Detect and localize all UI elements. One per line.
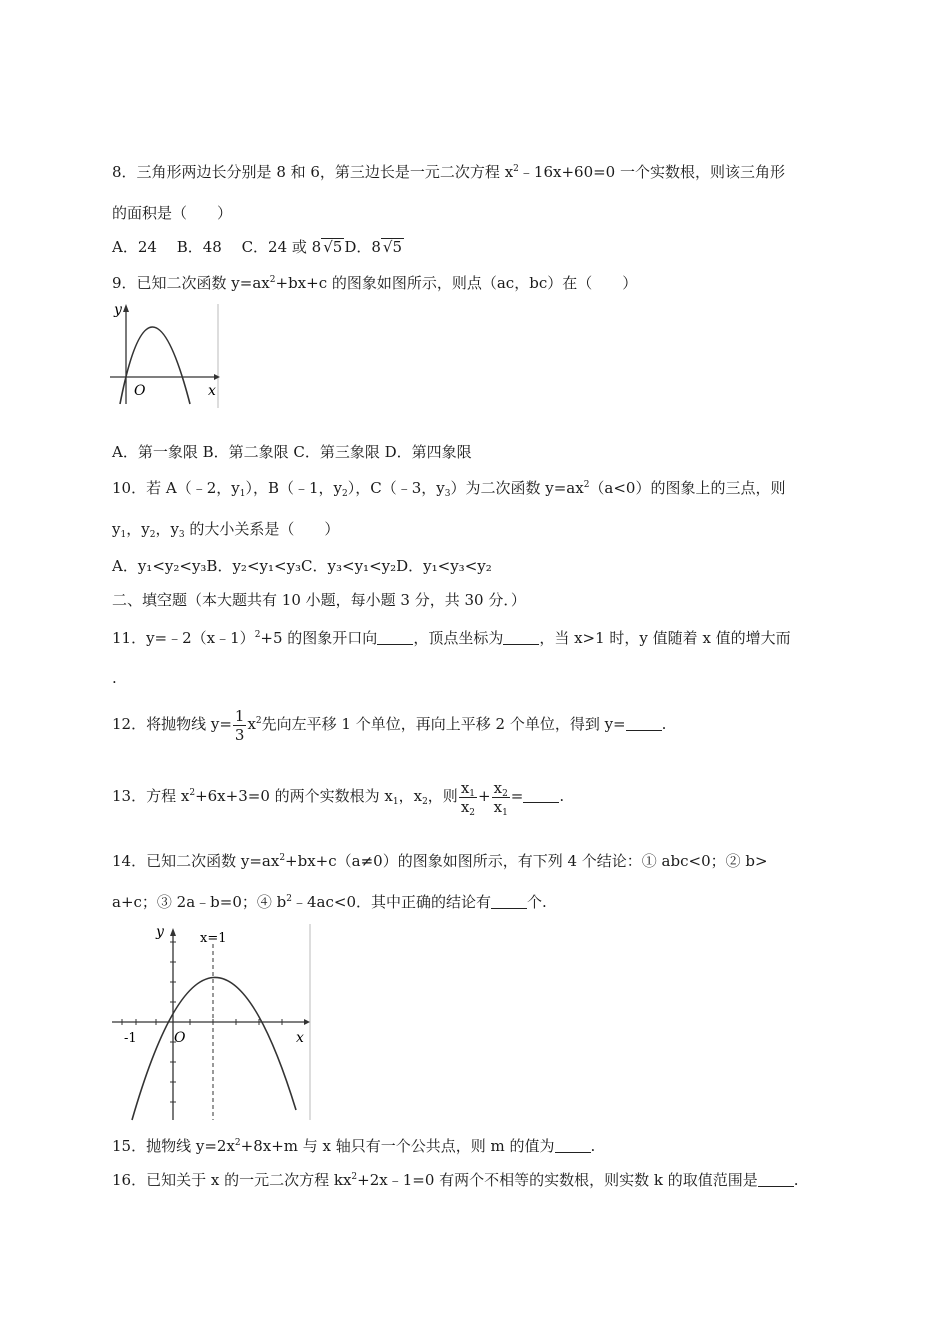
q10-l2-c: ，y <box>155 520 179 538</box>
q9-curve <box>120 327 190 404</box>
q9-options-text: A．第一象限 B．第二象限 C．第三象限 D．第四象限 <box>112 443 472 461</box>
q13-f1-num-sub: 1 <box>469 788 476 799</box>
q10-text-a: 10．若 A（﹣2，y <box>112 479 240 497</box>
q15-text-a: 15．抛物线 y=2x <box>112 1137 235 1155</box>
q14-curve <box>132 977 296 1120</box>
q14-sup: 2 <box>279 853 286 863</box>
q10-l2-sub2: 2 <box>149 530 156 540</box>
q8-text-a: 8．三角形两边长分别是 8 和 6，第三边长是一元二次方程 x <box>112 163 514 181</box>
q13-text-a: 13．方程 x <box>112 787 190 805</box>
q10-l2-d: 的大小关系是（ ） <box>184 520 340 538</box>
q14-text-a: 14．已知二次函数 y=ax <box>112 852 280 870</box>
q9-parabola-figure <box>108 300 224 412</box>
q8-sup: 2 <box>513 164 519 174</box>
q14-axis-label: x=1 <box>200 931 227 946</box>
q13-sub2: 2 <box>422 797 428 807</box>
q11-blank-1[interactable] <box>377 630 413 645</box>
q15-text-b: +8x+m 与 x 轴只有一个公共点，则 m 的值为 <box>240 1137 555 1155</box>
q13-text-b: +6x+3=0 的两个实数根为 x <box>195 787 393 805</box>
q14-minus-one-label: -1 <box>124 1031 137 1046</box>
q10-l2-a: y <box>112 520 121 538</box>
q14-y-label: y <box>156 924 164 940</box>
q11-period: . <box>112 669 117 687</box>
q15-period: . <box>590 1137 596 1155</box>
q16-period: . <box>793 1171 799 1189</box>
q12-line <box>112 704 666 744</box>
q9-options <box>112 442 472 462</box>
sqrt-5-b: √5 <box>382 238 403 256</box>
q14-origin-label: O <box>174 1030 186 1046</box>
q8-text-c: 的面积是（ ） <box>112 204 233 222</box>
q10-line2 <box>112 519 339 539</box>
q11-sup: 2 <box>254 630 261 640</box>
q13-f1-den-sub: 2 <box>469 807 476 818</box>
q10-l2-sub1: 1 <box>120 530 127 540</box>
q13-f1-den: x <box>460 797 470 816</box>
sqrt-5-a: √5 <box>323 238 343 256</box>
q11-text-c: ，顶点坐标为 <box>413 629 504 647</box>
q12-frac-den: 3 <box>234 725 245 744</box>
q13-sup: 2 <box>189 788 196 798</box>
q11-text-b: +5 的图象开口向 <box>260 629 378 647</box>
q8-options-a: A．24 B．48 C．24 或 8 <box>112 238 322 256</box>
q16-text-a: 16．已知关于 x 的一元二次方程 kx <box>112 1171 352 1189</box>
q13-sub1: 1 <box>392 797 399 807</box>
q14-sup2: 2 <box>286 894 292 904</box>
q14-text-d: ﹣4ac<0．其中正确的结论有 <box>292 893 492 911</box>
q14-x-label: x <box>296 1030 304 1046</box>
q10-text-d: ）为二次函数 y=ax <box>450 479 584 497</box>
q13-period: . <box>559 787 565 805</box>
q12-text-a: 12．将抛物线 y= <box>112 715 232 733</box>
q9-x-arrow <box>214 374 220 380</box>
q14-line2 <box>112 892 547 912</box>
q14-text-c: a+c；③ 2a﹣b=0；④ b <box>112 893 287 911</box>
q8-text-b: ﹣16x+60=0 一个实数根，则该三角形 <box>518 163 785 181</box>
q10-text-b: ），B（﹣1，y <box>245 479 342 497</box>
q11-text-a: 11．y=﹣2（x﹣1） <box>112 629 255 647</box>
q13-fraction-1 <box>459 779 477 816</box>
q9-text-a: 9．已知二次函数 y=ax <box>112 274 270 292</box>
q12-text-c: 先向左平移 1 个单位，再向上平移 2 个单位，得到 y= <box>261 715 626 733</box>
q10-text-e: （a<0）的图象上的三点，则 <box>589 479 786 497</box>
q13-blank[interactable] <box>523 788 559 803</box>
q8-line2 <box>112 203 232 223</box>
q11-line2 <box>112 668 117 688</box>
q9-y-label: y <box>114 302 122 318</box>
q13-f2-den: x <box>493 797 503 816</box>
q10-sub2: 2 <box>342 489 348 499</box>
q10-sub3: 3 <box>444 489 451 499</box>
q14-blank[interactable] <box>491 894 527 909</box>
q8-options <box>112 237 404 257</box>
q10-sup: 2 <box>583 480 590 490</box>
q13-f2-num: x <box>493 778 503 797</box>
q12-blank[interactable] <box>626 716 662 731</box>
q15-line <box>112 1136 595 1156</box>
q8-line1 <box>112 162 785 182</box>
q9-x-label: x <box>208 383 216 399</box>
section-2-heading <box>112 590 526 610</box>
q12-sup: 2 <box>255 716 262 726</box>
q14-y-arrow <box>170 928 176 936</box>
q16-line <box>112 1170 799 1190</box>
q12-fraction <box>233 707 247 744</box>
q14-text-e: 个. <box>527 893 547 911</box>
sqrt-radicand-b: 5 <box>392 238 403 256</box>
q15-sup: 2 <box>234 1138 241 1148</box>
q9-sup: 2 <box>269 275 276 285</box>
q13-f2-den-sub: 1 <box>502 807 508 818</box>
q8-options-b: D．8 <box>344 238 381 256</box>
q13-f2-num-sub: 2 <box>502 788 508 799</box>
q9-text-b: +bx+c 的图象如图所示，则点（ac，bc）在（ ） <box>275 274 638 292</box>
q15-blank[interactable] <box>555 1138 591 1153</box>
q13-f1-num: x <box>460 778 470 797</box>
q9-origin-label: O <box>134 383 146 399</box>
q10-sub1: 1 <box>239 489 246 499</box>
q13-plus: + <box>478 787 491 805</box>
q12-frac-num: 1 <box>234 706 245 725</box>
sqrt-radicand-a: 5 <box>332 238 343 256</box>
q10-line1 <box>112 478 785 498</box>
q10-l2-sub3: 3 <box>178 530 185 540</box>
q12-period: . <box>661 715 667 733</box>
q16-sup: 2 <box>351 1172 358 1182</box>
q14-parabola-figure <box>110 920 316 1124</box>
q14-text-b: +bx+c（a≠0）的图象如图所示，有下列 4 个结论：① abc<0；② b> <box>285 852 768 870</box>
q13-text-c: ，x <box>398 787 423 805</box>
section-2-text: 二、填空题（本大题共有 10 小题，每小题 3 分，共 30 分．） <box>112 591 526 609</box>
q14-x-arrow <box>304 1019 310 1025</box>
q13-fraction-2 <box>492 779 510 816</box>
q13-equals: = <box>510 787 524 805</box>
q12-text-b: x <box>247 715 256 733</box>
q13-text-d: ，则 <box>427 787 458 805</box>
q10-text-c: ），C（﹣3，y <box>347 479 445 497</box>
q11-text-d: ，当 x>1 时，y 值随着 x 值的增大而 <box>539 629 791 647</box>
q16-text-b: +2x﹣1=0 有两个不相等的实数根，则实数 k 的取值范围是 <box>357 1171 758 1189</box>
q9-line1 <box>112 273 637 293</box>
q16-blank[interactable] <box>758 1172 794 1187</box>
q11-line1 <box>112 628 791 648</box>
q10-l2-b: ，y <box>126 520 150 538</box>
q9-y-arrow <box>123 304 129 312</box>
q10-options <box>112 556 492 576</box>
q13-line <box>112 766 564 826</box>
q14-line1 <box>112 851 768 871</box>
q11-blank-2[interactable] <box>503 630 539 645</box>
q10-options-text: A．y₁<y₂<y₃B．y₂<y₁<y₃C．y₃<y₁<y₂D．y₁<y₃<y₂ <box>112 557 492 575</box>
